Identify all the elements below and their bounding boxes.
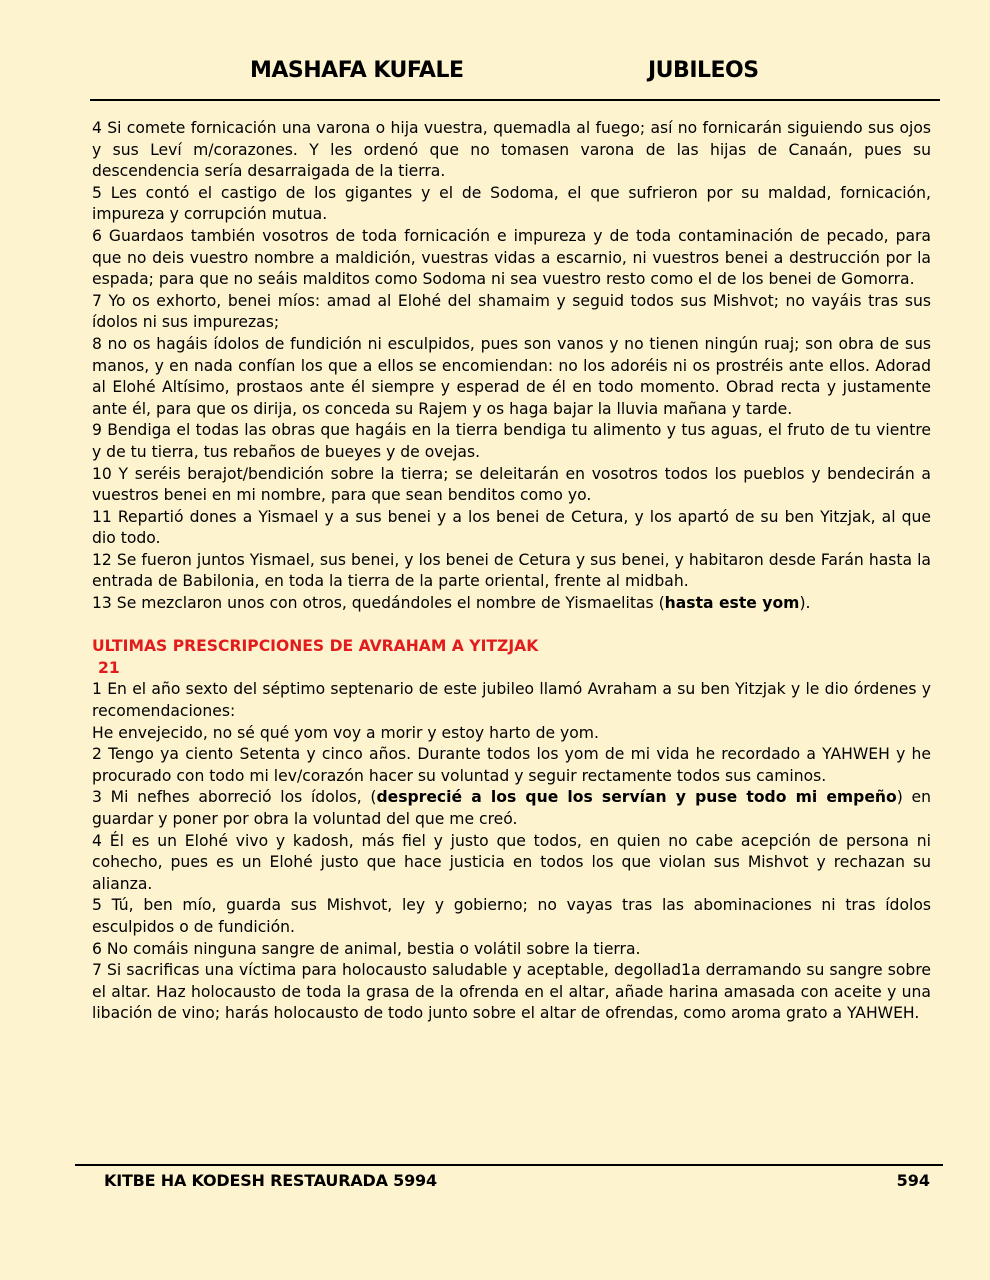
paragraph: 7 Yo os exhorto, benei míos: amad al Elohé del shamaim y seguid todos sus Mishvot; no vayáis tras sus ídolos ni sus impurezas; (92, 291, 931, 332)
chapter-number: 21 (98, 658, 120, 677)
paragraph: 4 Si comete fornicación una varona o hija vuestra, quemadla al fuego; así no fornicarán siguiendo sus ojos y sus Leví m/corazones. Y les ordenó que no tomasen varona de las hijas de Canaán, pues su descendencia sería desarraigada de la tierra. (92, 119, 931, 181)
paragraph: 12 Se fueron juntos Yismael, sus benei, y los benei de Cetura y sus benei, y habitaron desde Farán hasta la entrada de Babilonia, en toda la tierra de la parte oriental, frente al midbah. (92, 550, 931, 591)
page-footer (0, 1171, 990, 1195)
paragraph: 5 Les contó el castigo de los gigantes y el de Sodoma, el que sufrieron por su maldad, fornicación, impureza y corrupción mutua. (92, 183, 931, 224)
page-body (92, 118, 931, 1025)
p3-text: 3 Mi nefhes aborreció los ídolos, ( (92, 788, 377, 807)
footer-rule (75, 1164, 943, 1166)
paragraph: 5 Tú, ben mío, guarda sus Mishvot, ley y gobierno; no vayas tras las abominaciones ni tras ídolos esculpidos o de fundición. (92, 896, 931, 936)
p3-bold: desprecié a los que los servían y puse todo mi empeño (376, 788, 897, 807)
paragraph: 9 Bendiga el todas las obras que hagáis en la tierra bendiga tu alimento y tus aguas, el fruto de tu vientre y de tu tierra, tus rebaños de bueyes y de ovejas. (92, 421, 931, 461)
paragraph: He envejecido, no sé qué yom voy a morir y estoy harto de yom. (92, 723, 599, 742)
header-rule (90, 99, 940, 101)
header-book-title: MASHAFA KUFALE (250, 58, 464, 83)
p13-end: ). (799, 594, 811, 613)
paragraph-3 (92, 787, 931, 830)
paragraph: 7 Si sacrificas una víctima para holocausto saludable y aceptable, degollad1a derramando su sangre sobre el altar. Haz holocausto de toda la grasa de la ofrenda en el altar, añade harina amasada con aceite y una libación de vino; harás holocausto de todo junto sobre el altar de ofrendas, como aroma grato a YAHWEH. (92, 961, 931, 1023)
footer-title: KITBE HA KODESH RESTAURADA 5994 (104, 1171, 437, 1190)
paragraph: 6 Guardaos también vosotros de toda fornicación e impureza y de toda contaminación de pecado, para que no deis vuestro nombre a maldición, vuestras vidas a escarnio, ni vuestros benei a destrucción por la espada; para que no seáis malditos como Sodoma ni sea vuestro resto como el de los benei de Gomorra. (92, 226, 931, 289)
paragraph: 8 no os hagáis ídolos de fundición ni esculpidos, pues son vanos y no tienen ningún ruaj; son obra de sus manos, y en nada confían los que a ellos se encomiendan: no los adoréis ni os prostréis ante ellos. Adorad al Elohé Altísimo, prostaos ante él siempre y esperad de él en todo momento. Obrad recta y justamente ante él, para que os dirija, os conceda su Rajem y os haga bajar la lluvia mañana y tarde. (92, 334, 931, 418)
p3-end: ) en guardar y poner por obra la voluntad del que me creó. (92, 788, 931, 828)
paragraph: 1 En el año sexto del séptimo septenario de este jubileo llamó Avraham a su ben Yitzjak y le dio órdenes y recomendaciones: (92, 680, 931, 721)
paragraph: 4 Él es un Elohé vivo y kadosh, más fiel y justo que todos, en quien no cabe acepción de persona ni cohecho, pues es un Elohé justo que hace justicia en todos los que violan sus Mishvot y rechazan su alianza. (92, 831, 931, 893)
paragraph: 11 Repartió dones a Yismael y a sus benei y a los benei de Cetura, y los apartó de su ben Yitzjak, al que dio todo. (92, 507, 931, 548)
page-number: 594 (896, 1171, 930, 1190)
page-header (0, 58, 990, 92)
paragraph-13 (92, 593, 931, 615)
section-spacer (92, 615, 931, 637)
p13-bold: hasta este yom (664, 594, 800, 613)
section-title: ULTIMAS PRESCRIPCIONES DE AVRAHAM A YITZJAK (92, 637, 539, 656)
paragraph: 2 Tengo ya ciento Setenta y cinco años. Durante todos los yom de mi vida he recordado a YAHWEH y he procurado con todo mi lev/corazón hacer su voluntad y seguir rectamente todos sus caminos. (92, 745, 931, 785)
p13-text: 13 Se mezclaron unos con otros, quedándoles el nombre de Yismaelitas ( (92, 594, 665, 613)
paragraph: 10 Y seréis berajot/bendición sobre la tierra; se deleitarán en vosotros todos los pueblos y bendecirán a vuestros benei en mi nombre, para que sean benditos como yo. (92, 464, 931, 505)
paragraph: 6 No comáis ninguna sangre de animal, bestia o volátil sobre la tierra. (92, 939, 641, 958)
header-book-name: JUBILEOS (648, 58, 759, 83)
